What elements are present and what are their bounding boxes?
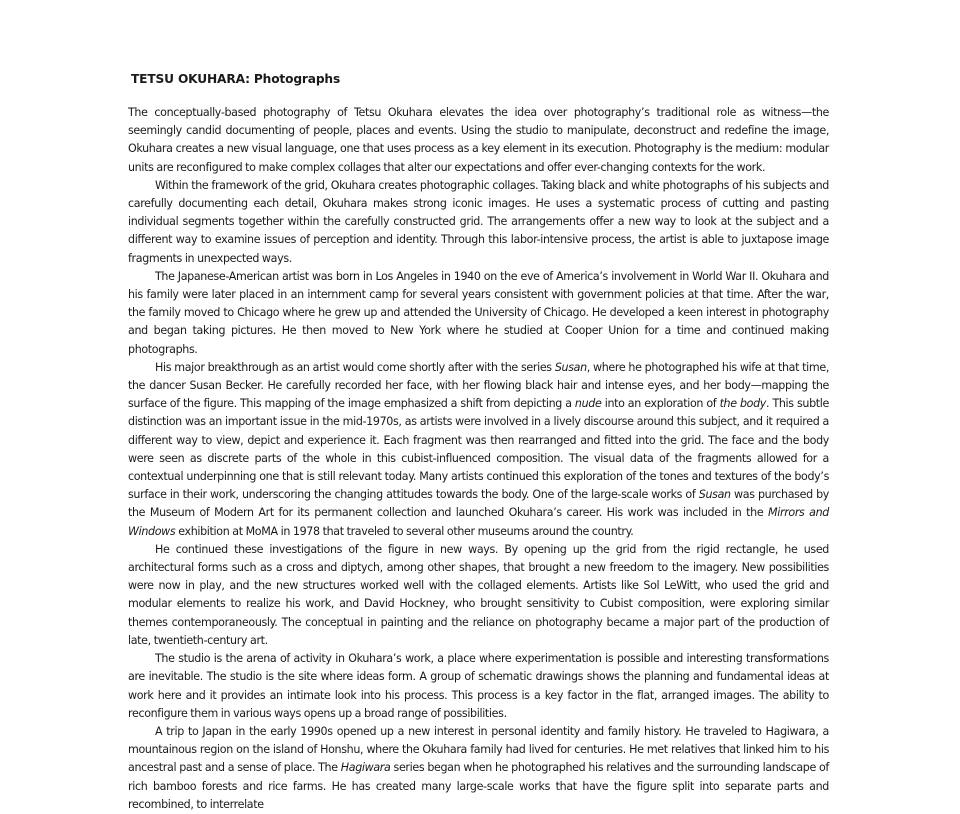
text-run: , where he photographed his wife at that time, the dancer Susan Becker. He carefully recorded her face, with her flowing black hair and intense eyes, and her body—mapping the surface of the figure. This mapping of the image emphasized a shift from depicting a: [128, 360, 829, 411]
body-text: [128, 104, 829, 811]
text-run: The studio is the arena of activity in Okuhara’s work, a place where experimentation is possible and interesting transformations are inevitable. The studio is the site where ideas form. A group of schematic drawings shows the planning and fundamental ideas at work here and it provides an intimate look into his process. This process is a key factor in the flat, arranged images. The ability to reconfigure them in various ways opens up a broad range of possibilities.: [128, 652, 829, 720]
text-run: His major breakthrough as an artist would come shortly after with the series: [155, 360, 555, 374]
italic-text: the body: [719, 397, 767, 411]
text-run: series began when he photographed his relatives and the surrounding landscape of rich bamboo forests and rice farms. He has created many large-scale works that have the figure split into separate parts and recombined, to interrelate: [128, 761, 829, 811]
page-title: TETSU OKUHARA: Photographs: [131, 72, 341, 86]
italic-text: Susan: [698, 488, 731, 502]
paragraph: [128, 541, 829, 650]
text-run: The conceptually-based photography of Tetsu Okuhara elevates the idea over photography’s traditional role as witness—the seemingly candid documenting of people, places and events. Using the studio to manipulate, deconstruct and redefine the image, Okuhara creates a new visual language, one that uses process as a key element in its execution. Photography is the medium: modular units are reconfigured to make complex collages that alter our expectations and offer ever-changing contexts for the work.: [128, 106, 829, 174]
text-run: The Japanese-American artist was born in Los Angeles in 1940 on the eve of America’s involvement in World War II. Okuhara and his family were later placed in an internment camp for several years consistent with government policies at that time. After the war, the family moved to Chicago where he grew up and attended the University of Chicago. He developed a keen interest in photography and began taking pictures. He then moved to New York where he studied at Cooper Union for a time and continued making photographs.: [128, 269, 829, 356]
paragraph: [128, 650, 829, 723]
text-run: He continued these investigations of the figure in new ways. By opening up the grid from the rigid rectangle, he used architectural forms such as a cross and diptych, among other shapes, that brought a new freedom to the imagery. New possibilities were now in play, and the new structures worked well with the collaged elements. Artists like Sol LeWitt, who used the grid and modular elements to realize his work, and David Hockney, who brought sensitivity to Cubist composition, were exploring similar themes contemporaneously. The conceptual in painting and the reliance on photography became a major part of the production of late, twentieth-century art.: [128, 542, 829, 647]
paragraph: [128, 104, 829, 177]
italic-text: Hagiwara: [340, 761, 391, 775]
text-run: . This subtle distinction was an important issue in the mid-1970s, as artists were involved in a lively discourse around this subject, and it required a different way to view, depict and experience it. Each fragment was then rearranged and fitted into the grid. The face and the body were seen as discrete parts of the whole in this cubist-influenced composition. The visual data of the fragments allowed for a contextual underpinning one that is still relevant today. Many artists continued this exploration of the tones and textures of the body’s surface in their work, underscoring the changing attitudes towards the body. One of the large-scale works of: [128, 397, 829, 502]
paragraph: [128, 268, 829, 359]
italic-text: nude: [574, 397, 602, 411]
text-run: Within the framework of the grid, Okuhara creates photographic collages. Taking black and white photographs of his subjects and carefully documenting each detail, Okuhara makes strong iconic images. He uses a systematic process of cutting and pasting individual segments together within the carefully constructed grid. The arrangements offer a new way to look at the subject and a different way to examine issues of perception and identity. Through this labor-intensive process, the artist is able to juxtapose image fragments in unexpected ways.: [128, 178, 829, 265]
text-run: exhibition at MoMA in 1978 that traveled to several other museums around the country.: [175, 524, 634, 538]
text-run: into an exploration of: [601, 397, 720, 411]
document-page: [128, 72, 829, 811]
italic-text: Mirrors and Windows: [128, 506, 829, 538]
text-run: A trip to Japan in the early 1990s opened up a new interest in personal identity and family history. He traveled to Hagiwara, a mountainous region on the island of Honshu, where the Okuhara family had lived for centuries. He met relatives that linked him to his ancestral past and a sense of place. The: [128, 724, 829, 775]
text-run: was purchased by the Museum of Modern Art for its permanent collection and launched Okuhara’s career. His work was included in the: [128, 488, 829, 520]
paragraph: [128, 359, 829, 541]
paragraph: [128, 177, 829, 268]
paragraph: [128, 723, 829, 811]
italic-text: Susan: [554, 360, 587, 374]
